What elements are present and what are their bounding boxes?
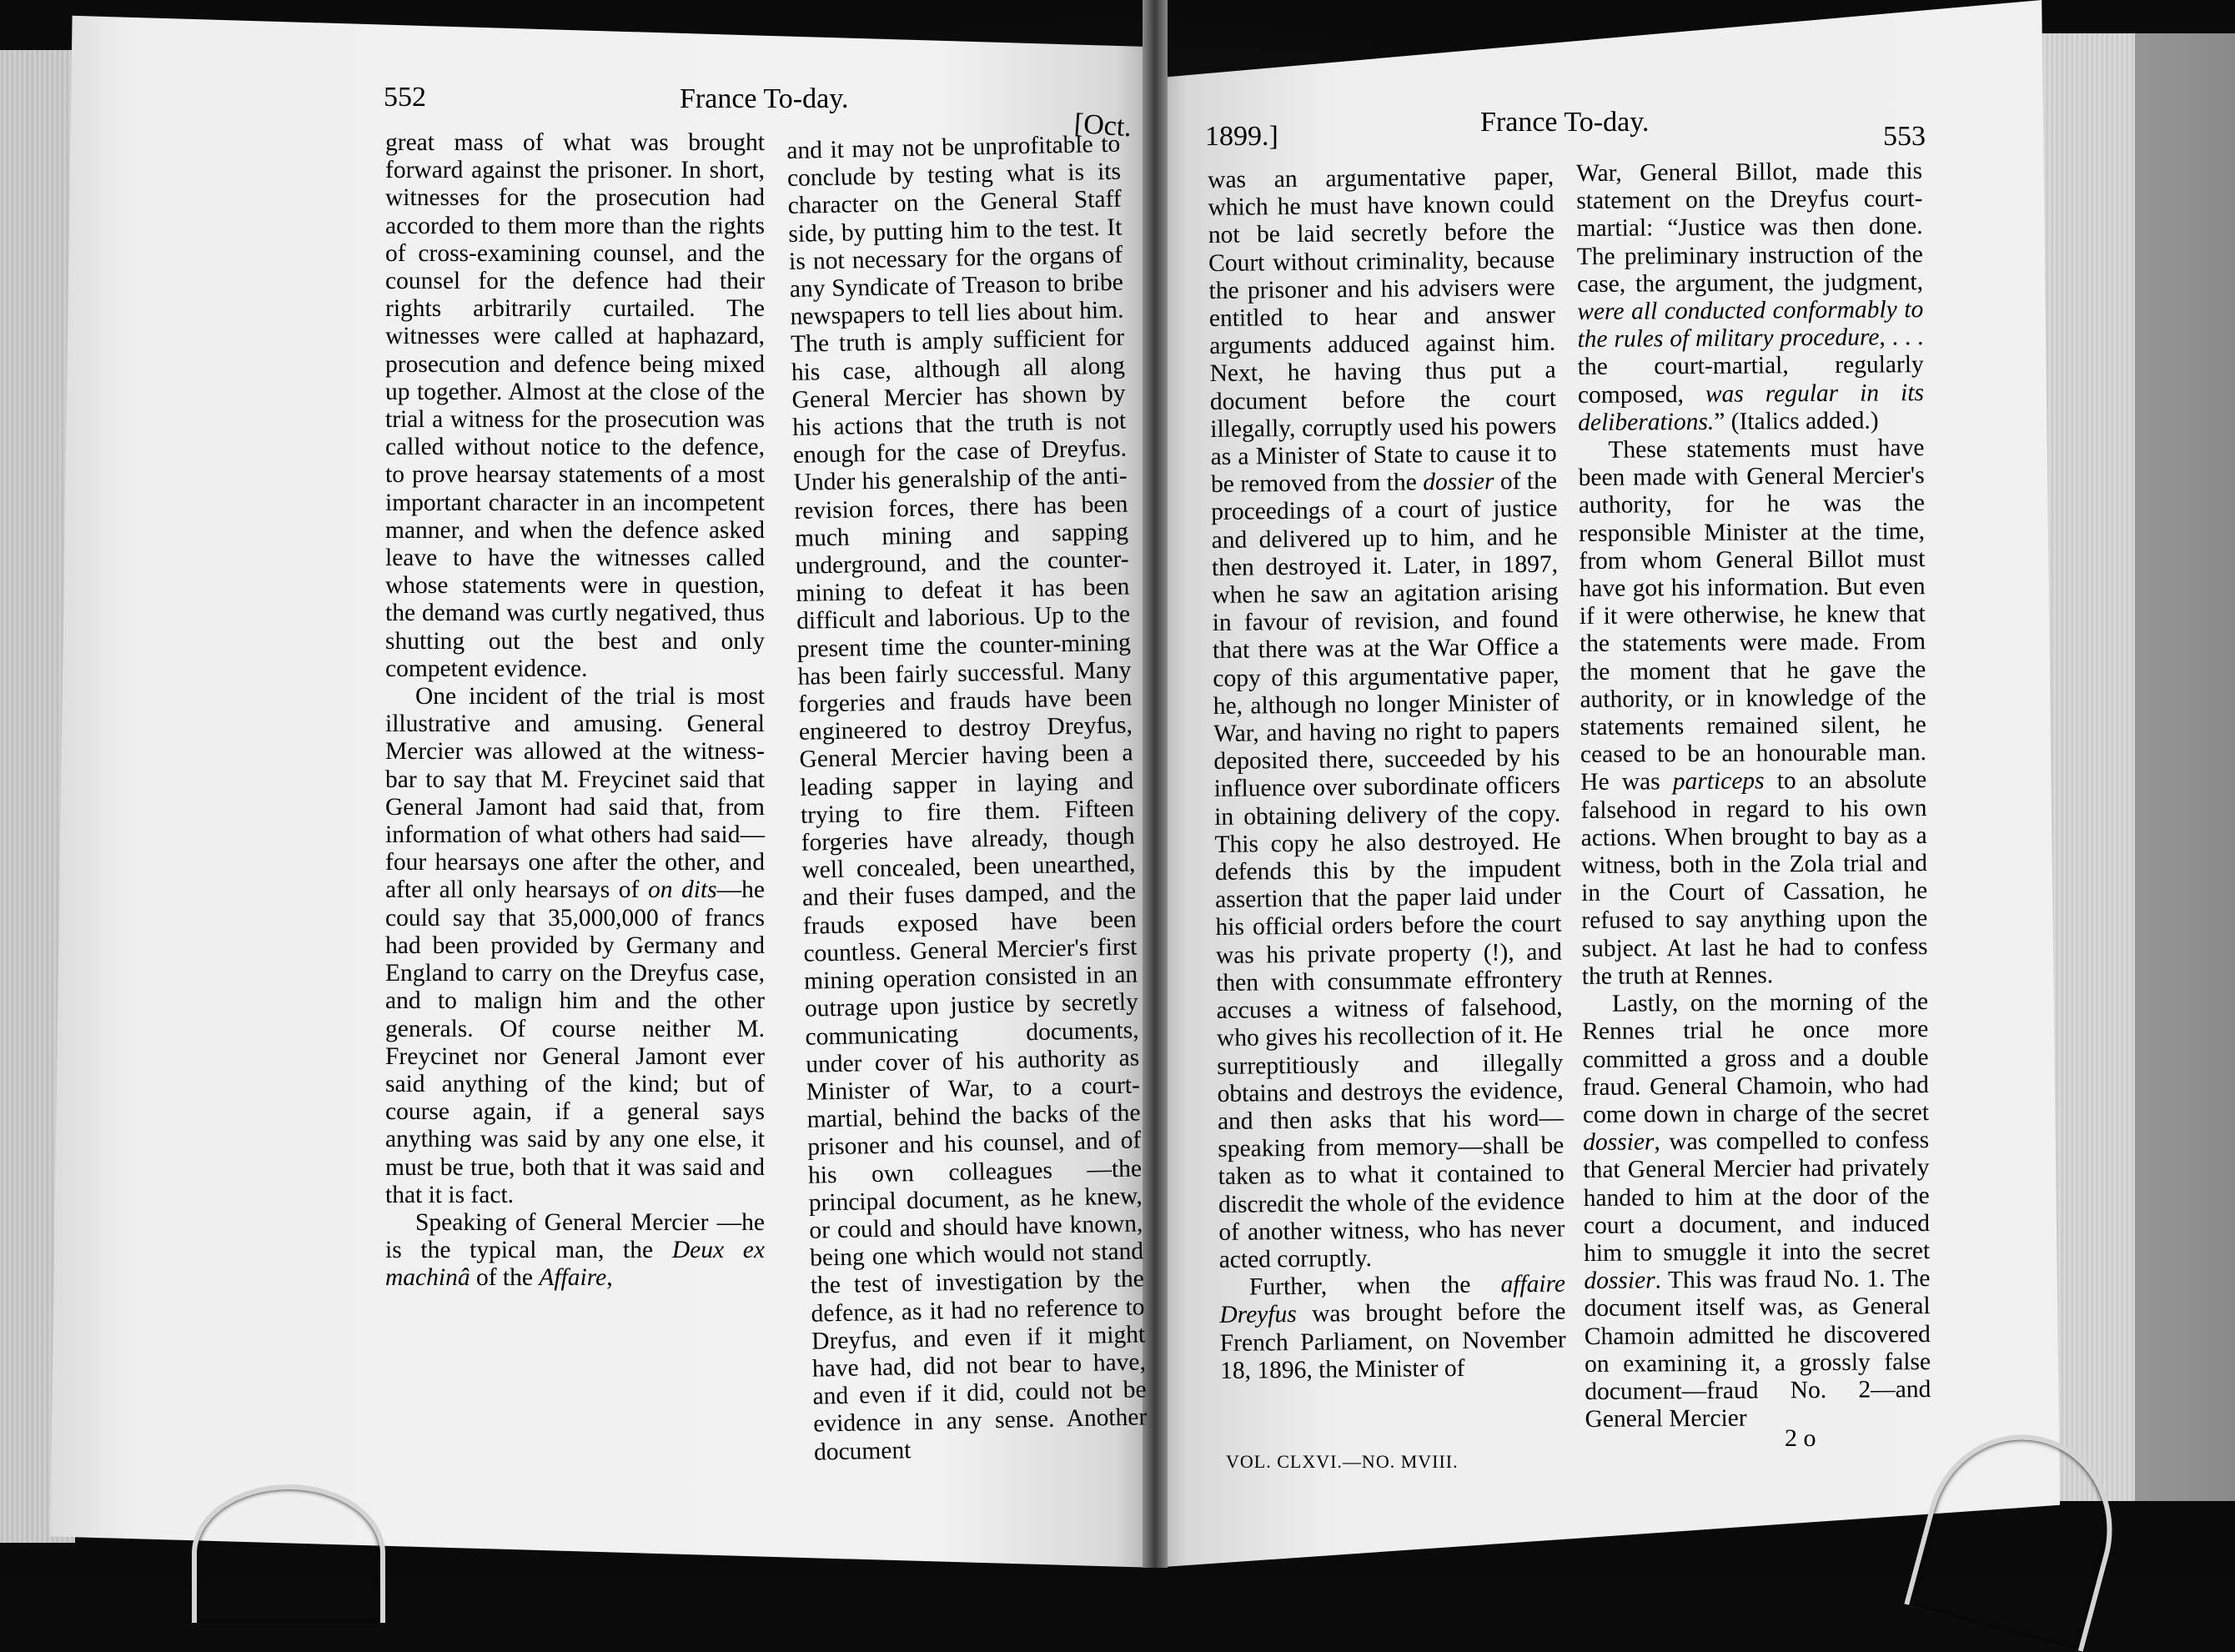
left-date-mark: [Oct.: [1072, 108, 1133, 143]
page-clip-left: [192, 1484, 385, 1623]
volume-footer: VOL. CLXVI.—NO. MVIII.: [1226, 1451, 1459, 1472]
paragraph: One incident of the trial is most illustrative and amusing. General Mercier was allowed at the witness-bar to say that M. Freycinet said that General Jamont had said that, from information of what others had said—four hearsays one after the other, and after all only hearsays of on dits—he could say that 35,000,000 of francs had been provided by Germany and England to carry on the Dreyfus case, and to malign him and the other generals. Of course neither M. Freycinet nor General Jamont ever said anything of the kind; but of course again, if a general says anything was said by any one else, it must be true, both that it was said and that it is fact.: [385, 683, 765, 1208]
paragraph: Speaking of General Mercier —he is the typical man, the Deux ex machinâ of the Affaire,: [385, 1208, 765, 1292]
right-page-number: 553: [1883, 121, 1926, 152]
italic-phrase: were all conducted conformably to the rules of military procedure: [1577, 296, 1924, 354]
paragraph: great mass of what was brought forward against the prisoner. In short, witnesses for the prosecution had accorded to them more than the rights of cross-examining counsel, and the counsel for the defence had their rights arbitrarily curtailed. The witnesses were called at haphazard, prosecution and defence being mixed up together. Almost at the close of the trial a witness for the prosecution was called without notice to the defence, to prove hearsay statements of a most important character in an incompetent manner, and when the defence asked leave to have the witnesses called whose statements were in question, the demand was curtly negatived, thus shutting out the best and only competent evidence.: [385, 129, 765, 682]
right-column-2: [1576, 158, 1931, 1434]
left-page-number: 552: [384, 82, 426, 113]
italic-phrase: on dits: [647, 876, 717, 904]
left-running-title: France To-day.: [680, 83, 849, 114]
signature-mark: 2 o: [1785, 1424, 1816, 1452]
italic-phrase: dossier: [1583, 1128, 1655, 1157]
paragraph: and it may not be unprofitable to conclude by testing what is its character on the General Staff side, by putting him to the test. It is not necessary for the organs of any Syndicate of Treason to bribe newspapers to tell lies about him. The truth is amply sufficient for his case, although all along General Mercier has shown by his actions that the truth is not enough for the case of Dreyfus. Under his generalship of the anti-revision forces, there has been much mining and sapping underground, and the counter-mining to defeat it has been difficult and laborious. Up to the present time the counter-mining has been fairly successful. Many forgeries and frauds have been engineered to destroy Dreyfus, General Mercier having been a leading sapper in laying and trying to fire them. Fifteen forgeries have already, though well concealed, been unearthed, and their fuses damped, and the frauds exposed have been countless. General Mercier's first mining operation consisted in an outrage upon justice by secretly communicating documents, under cover of his authority as Minister of War, to a court-martial, behind the backs of the prisoner and his counsel, and of his own colleagues —the principal document, as he knew, or could and should have known, being one which would not stand the test of investigation by the defence, as it had no reference to Dreyfus, and even if it might have had, did not bear to have, and even if it did, could not be evidence in any sense. Another document: [786, 130, 1148, 1466]
paragraph: was an argumentative paper, which he must have known could not be laid secretly before the Court without criminality, because the prisoner and his advisers were entitled to hear and answer arguments adduced against him. Next, he having thus put a document before the court illegally, corruptly used his powers as a Minister of State to cause it to be removed from the dossier of the proceedings of a court of justice and delivered up to him, and he then destroyed it. Later, in 1897, when he saw an agitation arising in favour of revision, and found that there was at the War Office a copy of this argumentative paper, he, although no longer Minister of War, and having no right to papers deposited there, succeeded by his influence over subordinate officers in obtaining delivery of the copy. This copy he also destroyed. He defends this by the impudent assertion that the paper laid under his official orders before the court was his private property (!), and then with consummate effrontery accuses a witness of falsehood, who gives his recollection of it. He surreptitiously and illegally obtains and destroys the evidence, and then asks that his word—speaking from memory—shall be taken as to what it contained to discredit the whole of the evidence of another witness, who has never acted corruptly.: [1208, 163, 1565, 1273]
italic-phrase: Deux ex machinâ: [385, 1237, 765, 1292]
paragraph: Further, when the affaire Dreyfus was brought before the French Parliament, on November 18, 1896, the Minister of: [1219, 1270, 1566, 1384]
paragraph: These statements must have been made with General Mercier's authority, for he was the responsible Minister at the time, from whom General Billot must have got his information. But even if it were otherwise, he knew that the statements were made. From the moment that he gave the authority, or in knowledge of the statements remained silent, he ceased to be an honourable man. He was particeps to an absolute falsehood in regard to his own actions. When brought to bay as a witness, both in the Zola trial and in the Court of Cassation, he refused to say anything upon the subject. At last he had to confess the truth at Rennes.: [1578, 434, 1928, 990]
left-column-2: [786, 131, 1148, 1467]
right-book-cover-edge: [2035, 33, 2235, 1501]
italic-phrase: particeps: [1672, 767, 1765, 796]
paragraph: Lastly, on the morning of the Rennes trial he once more committed a gross and a double fraud. General Chamoin, who had come down in charge of the secret dossier, was compelled to confess that General Mercier had privately handed to him at the door of the court a document, and induced him to smuggle it into the secret dossier. This was fraud No. 1. The document itself was, as General Chamoin admitted he discovered on examining it, a grossly false document—fraud No. 2—and General Mercier: [1582, 988, 1931, 1434]
right-date-mark: 1899.]: [1205, 121, 1278, 152]
italic-phrase: affaire Dreyfus: [1219, 1270, 1566, 1329]
right-column-1: [1208, 163, 1566, 1385]
italic-phrase: was regular in its deliberations.: [1578, 379, 1925, 436]
book-gutter: [1143, 0, 1168, 1568]
right-running-title: France To-day.: [1480, 107, 1650, 138]
italic-phrase: dossier: [1584, 1267, 1655, 1295]
italic-phrase: Affaire: [539, 1264, 607, 1292]
italic-phrase: dossier: [1423, 468, 1494, 496]
left-column-1: [385, 129, 765, 1293]
paragraph: War, General Billot, made this statement on the Dreyfus court-martial: “Justice was then done. The preliminary instruction of the case, the argument, the judgment, were all conducted conformably to the rules of military procedure, . . . the court-martial, regularly composed, was regular in its deliberations.” (Italics added.): [1576, 158, 1925, 436]
